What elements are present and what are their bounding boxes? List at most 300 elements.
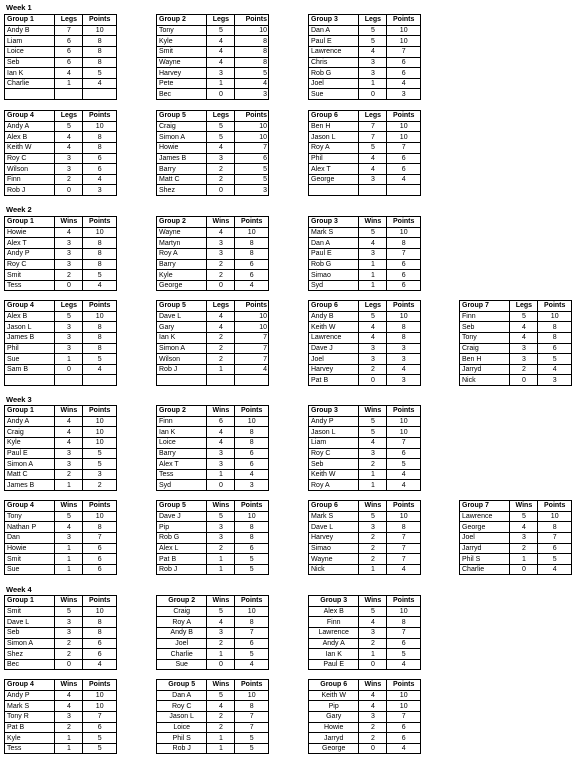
player-score: 3 <box>510 354 538 365</box>
table-row <box>309 733 421 744</box>
player-points: 8 <box>83 142 117 153</box>
table-row <box>5 522 117 533</box>
column-header-score: Wins <box>55 596 83 607</box>
player-points: 8 <box>83 36 117 47</box>
player-name: Ian K <box>157 332 207 343</box>
player-score: 5 <box>359 142 387 153</box>
player-points: 3 <box>387 354 421 365</box>
player-points: 7 <box>387 248 421 259</box>
table-row <box>5 36 117 47</box>
player-name: Keith W <box>309 322 359 333</box>
player-score: 4 <box>207 227 235 238</box>
group-title: Group 2 <box>157 406 207 417</box>
table-row <box>309 322 421 333</box>
player-score: 5 <box>359 227 387 238</box>
player-points: 6 <box>83 153 117 164</box>
player-name: Alex T <box>157 459 207 470</box>
column-header-points: Points <box>387 217 421 228</box>
table-row <box>309 164 421 175</box>
player-name: Sue <box>157 659 207 670</box>
player-score: 5 <box>359 416 387 427</box>
table-row <box>5 68 117 79</box>
player-score: 3 <box>207 627 235 638</box>
player-score: 4 <box>207 427 235 438</box>
player-name: Loice <box>5 46 55 57</box>
player-points: 7 <box>235 354 269 365</box>
player-score: 5 <box>207 511 235 522</box>
table-row <box>157 511 269 522</box>
column-header-score: Wins <box>207 217 235 228</box>
table-row <box>157 459 269 470</box>
player-points: 6 <box>387 280 421 291</box>
table-row <box>157 343 269 354</box>
player-score: 3 <box>359 174 387 185</box>
empty-cell <box>55 375 83 386</box>
player-score: 1 <box>359 270 387 281</box>
player-points: 5 <box>235 164 269 175</box>
player-score: 1 <box>55 480 83 491</box>
group-title: Group 1 <box>5 217 55 228</box>
player-score: 0 <box>510 564 538 575</box>
player-points: 6 <box>387 57 421 68</box>
player-name: Tony R <box>5 711 55 722</box>
table-row <box>460 543 572 554</box>
week-3-group-1-table <box>4 405 117 491</box>
table-row <box>309 78 421 89</box>
player-points: 7 <box>387 437 421 448</box>
table-row <box>157 437 269 448</box>
week-4-label: Week 4 <box>6 585 32 594</box>
player-score: 3 <box>55 248 83 259</box>
player-score: 0 <box>359 743 387 754</box>
table-row <box>309 238 421 249</box>
player-score: 1 <box>359 480 387 491</box>
player-points: 7 <box>387 554 421 565</box>
player-points: 6 <box>235 270 269 281</box>
table-row <box>5 638 117 649</box>
table-row <box>309 722 421 733</box>
player-points: 5 <box>235 554 269 565</box>
player-score: 3 <box>207 153 235 164</box>
player-score: 3 <box>55 153 83 164</box>
player-name: Finn <box>309 617 359 628</box>
table-header-row <box>157 111 269 122</box>
table-row <box>5 121 117 132</box>
player-points: 4 <box>538 364 572 375</box>
player-points: 3 <box>235 480 269 491</box>
week-3-group-5-table <box>156 500 269 575</box>
group-title: Group 3 <box>309 15 359 26</box>
player-points: 7 <box>387 46 421 57</box>
player-score: 5 <box>359 511 387 522</box>
player-name: Tony <box>460 332 510 343</box>
player-name: James B <box>5 332 55 343</box>
table-row <box>157 722 269 733</box>
player-name: Lawrence <box>309 46 359 57</box>
player-score: 1 <box>207 554 235 565</box>
group-title: Group 5 <box>157 501 207 512</box>
player-name: Charlie <box>460 564 510 575</box>
table-row <box>5 722 117 733</box>
player-score: 1 <box>207 733 235 744</box>
column-header-points: Points <box>235 501 269 512</box>
player-score: 0 <box>207 480 235 491</box>
column-header-points: Points <box>387 111 421 122</box>
table-header-row <box>309 680 421 691</box>
player-points: 5 <box>83 448 117 459</box>
player-score: 0 <box>510 375 538 386</box>
empty-cell <box>207 375 235 386</box>
player-points: 4 <box>387 78 421 89</box>
group-title: Group 3 <box>309 217 359 228</box>
player-name: Phil S <box>460 554 510 565</box>
player-points: 7 <box>538 532 572 543</box>
column-header-points: Points <box>235 111 269 122</box>
player-name: Simao <box>309 270 359 281</box>
player-points: 5 <box>83 743 117 754</box>
player-score: 4 <box>55 427 83 438</box>
player-score: 3 <box>359 522 387 533</box>
player-score: 2 <box>207 164 235 175</box>
player-points: 8 <box>538 522 572 533</box>
player-name: Seb <box>460 322 510 333</box>
column-header-points: Points <box>538 501 572 512</box>
table-row <box>309 480 421 491</box>
column-header-score: Wins <box>55 406 83 417</box>
player-score: 5 <box>55 606 83 617</box>
player-score: 4 <box>207 437 235 448</box>
player-name: Joel <box>460 532 510 543</box>
player-score: 4 <box>359 238 387 249</box>
group-title: Group 6 <box>309 111 359 122</box>
player-points: 3 <box>387 343 421 354</box>
table-row <box>309 343 421 354</box>
player-score: 4 <box>207 57 235 68</box>
player-score: 0 <box>359 659 387 670</box>
player-score: 3 <box>510 343 538 354</box>
table-row <box>157 132 269 143</box>
player-points: 8 <box>235 532 269 543</box>
player-points: 10 <box>83 121 117 132</box>
table-row <box>157 311 269 322</box>
table-row <box>5 332 117 343</box>
player-name: Pip <box>309 701 359 712</box>
player-points: 5 <box>538 554 572 565</box>
table-row <box>460 311 572 322</box>
column-header-points: Points <box>387 406 421 417</box>
week-3-group-2-table <box>156 405 269 491</box>
player-name: Rob G <box>309 68 359 79</box>
player-score: 3 <box>359 354 387 365</box>
player-points: 5 <box>83 354 117 365</box>
player-score: 4 <box>359 46 387 57</box>
player-points: 2 <box>83 480 117 491</box>
table-row <box>5 480 117 491</box>
player-score: 0 <box>55 185 83 196</box>
player-score: 1 <box>55 733 83 744</box>
table-row <box>309 68 421 79</box>
column-header-points: Points <box>387 15 421 26</box>
group-title: Group 4 <box>5 301 55 312</box>
player-score: 1 <box>510 554 538 565</box>
table-row <box>309 606 421 617</box>
player-score: 3 <box>207 532 235 543</box>
player-points: 8 <box>387 332 421 343</box>
table-row <box>309 564 421 575</box>
player-name: Ian K <box>309 649 359 660</box>
table-row <box>309 270 421 281</box>
table-row <box>5 532 117 543</box>
player-name: Nathan P <box>5 522 55 533</box>
player-name: George <box>460 522 510 533</box>
player-score: 3 <box>207 248 235 259</box>
player-points: 8 <box>83 259 117 270</box>
column-header-points: Points <box>235 217 269 228</box>
table-row <box>5 227 117 238</box>
week-4-group-5-table <box>156 679 269 754</box>
table-header-row <box>157 596 269 607</box>
table-row <box>157 121 269 132</box>
table-row <box>157 89 269 100</box>
table-header-row <box>5 217 117 228</box>
player-name: Joel <box>309 354 359 365</box>
player-name: Craig <box>157 606 207 617</box>
player-name: Gary <box>157 322 207 333</box>
table-header-row <box>309 111 421 122</box>
player-name: Sue <box>5 354 55 365</box>
player-points: 3 <box>387 375 421 386</box>
player-name: Charlie <box>157 649 207 660</box>
table-row <box>5 280 117 291</box>
player-points: 6 <box>83 564 117 575</box>
player-name: Rob J <box>157 743 207 754</box>
table-row <box>5 711 117 722</box>
table-row <box>157 25 269 36</box>
table-row <box>5 354 117 365</box>
empty-cell <box>157 375 207 386</box>
player-score: 4 <box>359 332 387 343</box>
player-name: Ian K <box>157 427 207 438</box>
table-row <box>157 57 269 68</box>
table-row <box>157 280 269 291</box>
player-points: 5 <box>387 649 421 660</box>
table-row <box>460 511 572 522</box>
player-name: Dan A <box>157 690 207 701</box>
table-header-row <box>460 301 572 312</box>
group-title: Group 6 <box>309 680 359 691</box>
table-row <box>309 354 421 365</box>
player-name: Wayne <box>157 227 207 238</box>
column-header-score: Wins <box>359 217 387 228</box>
table-row <box>157 227 269 238</box>
player-points: 8 <box>235 427 269 438</box>
table-row <box>5 743 117 754</box>
player-name: Chris <box>309 57 359 68</box>
player-points: 6 <box>387 259 421 270</box>
player-name: Alex T <box>5 238 55 249</box>
player-score: 0 <box>55 659 83 670</box>
player-name: Seb <box>5 627 55 638</box>
table-row <box>309 448 421 459</box>
empty-cell <box>83 89 117 100</box>
player-name: Roy A <box>309 480 359 491</box>
player-score: 4 <box>55 68 83 79</box>
table-row <box>5 270 117 281</box>
player-points: 7 <box>235 332 269 343</box>
player-name: Andy B <box>5 25 55 36</box>
player-name: Howie <box>309 722 359 733</box>
group-title: Group 4 <box>5 501 55 512</box>
player-points: 5 <box>538 354 572 365</box>
player-score: 5 <box>207 606 235 617</box>
table-row <box>157 142 269 153</box>
player-name: Mark S <box>5 701 55 712</box>
player-name: Nick <box>460 375 510 386</box>
player-points: 6 <box>235 448 269 459</box>
player-name: Alex B <box>309 606 359 617</box>
player-score: 3 <box>359 248 387 259</box>
player-name: Simon A <box>157 132 207 143</box>
player-name: Craig <box>460 343 510 354</box>
player-name: Alex B <box>5 311 55 322</box>
table-row <box>309 248 421 259</box>
player-name: Smit <box>5 606 55 617</box>
empty-cell <box>55 89 83 100</box>
player-score: 3 <box>55 627 83 638</box>
week-4-group-2-table <box>156 595 269 670</box>
table-row <box>309 121 421 132</box>
player-points: 7 <box>387 142 421 153</box>
table-header-row <box>157 680 269 691</box>
table-row <box>460 554 572 565</box>
player-score: 2 <box>207 711 235 722</box>
player-score: 2 <box>359 532 387 543</box>
player-name: Paul E <box>309 248 359 259</box>
player-points: 8 <box>387 322 421 333</box>
table-row <box>309 311 421 322</box>
player-points: 5 <box>235 564 269 575</box>
player-score: 7 <box>55 25 83 36</box>
table-row <box>309 690 421 701</box>
table-row <box>5 164 117 175</box>
player-score: 4 <box>207 36 235 47</box>
player-score: 5 <box>55 311 83 322</box>
player-points: 3 <box>83 469 117 480</box>
week-2-group-3-table <box>308 216 421 291</box>
player-points: 10 <box>235 416 269 427</box>
player-name: Kyle <box>157 36 207 47</box>
player-points: 8 <box>83 522 117 533</box>
player-points: 8 <box>83 617 117 628</box>
player-points: 10 <box>83 606 117 617</box>
player-name: Alex B <box>5 132 55 143</box>
table-row <box>157 36 269 47</box>
player-score: 6 <box>55 57 83 68</box>
column-header-points: Points <box>235 301 269 312</box>
player-score: 4 <box>207 142 235 153</box>
player-name: George <box>157 280 207 291</box>
player-points: 7 <box>83 532 117 543</box>
player-name: Paul E <box>5 448 55 459</box>
player-score: 2 <box>207 259 235 270</box>
table-header-row <box>157 15 269 26</box>
player-points: 8 <box>387 617 421 628</box>
player-points: 3 <box>235 185 269 196</box>
player-points: 4 <box>387 469 421 480</box>
player-name: Phil <box>5 343 55 354</box>
column-header-score: Legs <box>207 301 235 312</box>
player-name: Alex T <box>309 164 359 175</box>
column-header-points: Points <box>83 217 117 228</box>
table-row <box>5 701 117 712</box>
player-name: James B <box>157 153 207 164</box>
player-points: 5 <box>83 68 117 79</box>
table-row <box>5 606 117 617</box>
player-score: 1 <box>359 564 387 575</box>
player-name: Simon A <box>5 638 55 649</box>
player-points: 5 <box>235 68 269 79</box>
column-header-points: Points <box>235 680 269 691</box>
player-score: 6 <box>207 416 235 427</box>
player-score: 5 <box>359 25 387 36</box>
player-score: 3 <box>359 448 387 459</box>
table-row <box>5 57 117 68</box>
player-points: 5 <box>235 174 269 185</box>
player-points: 5 <box>235 743 269 754</box>
player-name: Jarryd <box>309 733 359 744</box>
player-score: 7 <box>359 121 387 132</box>
column-header-score: Legs <box>359 301 387 312</box>
table-header-row <box>309 15 421 26</box>
table-row <box>309 153 421 164</box>
player-points: 6 <box>83 638 117 649</box>
column-header-points: Points <box>538 301 572 312</box>
player-score: 2 <box>55 469 83 480</box>
player-name: Harvey <box>309 532 359 543</box>
table-row <box>5 142 117 153</box>
column-header-points: Points <box>235 596 269 607</box>
player-score: 4 <box>55 701 83 712</box>
player-points: 6 <box>387 638 421 649</box>
player-points: 7 <box>235 142 269 153</box>
player-points: 6 <box>387 733 421 744</box>
player-points: 10 <box>387 25 421 36</box>
player-score: 2 <box>207 543 235 554</box>
table-row <box>460 354 572 365</box>
player-points: 5 <box>235 733 269 744</box>
player-score: 2 <box>55 270 83 281</box>
table-row <box>5 437 117 448</box>
column-header-score: Wins <box>359 501 387 512</box>
table-row <box>309 427 421 438</box>
table-header-row <box>309 501 421 512</box>
player-score: 1 <box>359 469 387 480</box>
player-points: 10 <box>387 511 421 522</box>
table-row <box>157 448 269 459</box>
player-name: Roy A <box>309 142 359 153</box>
player-name: Pat B <box>309 375 359 386</box>
week-3-group-6-table <box>308 500 421 575</box>
player-name: Alex L <box>157 543 207 554</box>
player-points: 8 <box>83 332 117 343</box>
player-name: Finn <box>460 311 510 322</box>
player-name: Barry <box>157 259 207 270</box>
player-score: 3 <box>55 332 83 343</box>
table-row <box>157 174 269 185</box>
player-score: 0 <box>207 185 235 196</box>
table-row <box>5 78 117 89</box>
table-row <box>157 522 269 533</box>
